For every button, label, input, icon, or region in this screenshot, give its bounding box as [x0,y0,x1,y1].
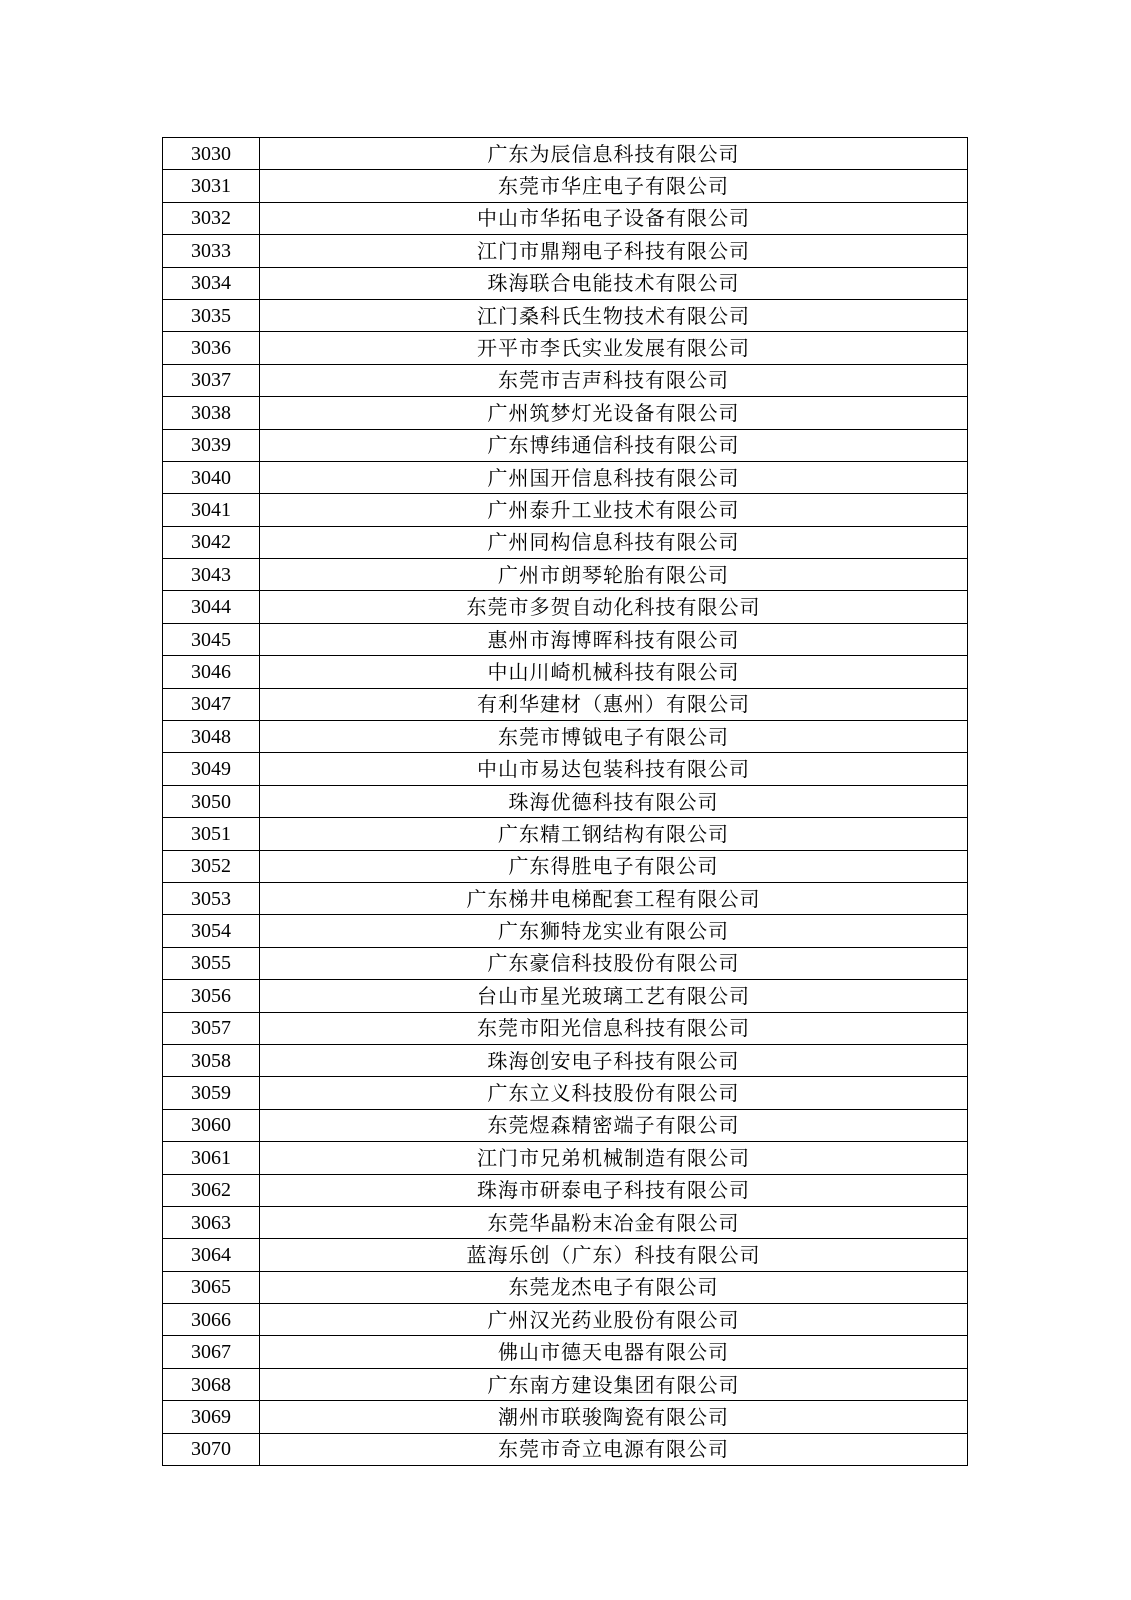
row-number-cell: 3064 [163,1239,260,1271]
company-name-cell: 珠海优德科技有限公司 [260,785,968,817]
company-name-cell: 江门市鼎翔电子科技有限公司 [260,235,968,267]
table-row [163,591,968,623]
company-name-cell: 广州同构信息科技有限公司 [260,526,968,558]
company-name-cell: 东莞华晶粉末冶金有限公司 [260,1206,968,1238]
row-number-cell: 3048 [163,721,260,753]
table-row [163,364,968,396]
company-name-cell: 广东博纬通信科技有限公司 [260,429,968,461]
company-name-cell: 中山川崎机械科技有限公司 [260,656,968,688]
row-number-cell: 3055 [163,947,260,979]
row-number-cell: 3036 [163,332,260,364]
row-number-cell: 3053 [163,882,260,914]
row-number-cell: 3061 [163,1142,260,1174]
table-row [163,1077,968,1109]
table-row [163,1433,968,1465]
table-row [163,882,968,914]
table-row [163,559,968,591]
table-row [163,947,968,979]
row-number-cell: 3043 [163,559,260,591]
table-row [163,429,968,461]
row-number-cell: 3068 [163,1368,260,1400]
company-name-cell: 佛山市德天电器有限公司 [260,1336,968,1368]
company-name-cell: 珠海创安电子科技有限公司 [260,1044,968,1076]
company-name-cell: 广东梯井电梯配套工程有限公司 [260,882,968,914]
row-number-cell: 3034 [163,267,260,299]
company-name-cell: 有利华建材（惠州）有限公司 [260,688,968,720]
table-row [163,267,968,299]
company-name-cell: 东莞龙杰电子有限公司 [260,1271,968,1303]
company-name-cell: 广东南方建设集团有限公司 [260,1368,968,1400]
company-name-cell: 广东为辰信息科技有限公司 [260,138,968,170]
row-number-cell: 3063 [163,1206,260,1238]
row-number-cell: 3062 [163,1174,260,1206]
company-name-cell: 珠海市研泰电子科技有限公司 [260,1174,968,1206]
row-number-cell: 3060 [163,1109,260,1141]
table-row [163,656,968,688]
company-name-cell: 广州市朗琴轮胎有限公司 [260,559,968,591]
table-row [163,1044,968,1076]
table-row [163,688,968,720]
table-row [163,980,968,1012]
company-name-cell: 东莞市吉声科技有限公司 [260,364,968,396]
row-number-cell: 3050 [163,785,260,817]
row-number-cell: 3066 [163,1304,260,1336]
table-row [163,721,968,753]
table-row [163,1109,968,1141]
row-number-cell: 3049 [163,753,260,785]
company-name-cell: 广东得胜电子有限公司 [260,850,968,882]
company-name-cell: 中山市易达包装科技有限公司 [260,753,968,785]
company-name-cell: 江门市兄弟机械制造有限公司 [260,1142,968,1174]
table-row [163,1012,968,1044]
row-number-cell: 3067 [163,1336,260,1368]
company-name-cell: 广东精工钢结构有限公司 [260,818,968,850]
row-number-cell: 3058 [163,1044,260,1076]
company-name-cell: 开平市李氏实业发展有限公司 [260,332,968,364]
table-row [163,397,968,429]
table-row [163,170,968,202]
row-number-cell: 3035 [163,299,260,331]
table-row [163,1401,968,1433]
table-row [163,235,968,267]
table-row [163,299,968,331]
company-name-cell: 惠州市海博晖科技有限公司 [260,623,968,655]
company-name-cell: 广东豪信科技股份有限公司 [260,947,968,979]
company-name-cell: 广州泰升工业技术有限公司 [260,494,968,526]
company-list-body [163,138,968,1466]
company-name-cell: 广东立义科技股份有限公司 [260,1077,968,1109]
row-number-cell: 3044 [163,591,260,623]
table-row [163,138,968,170]
row-number-cell: 3040 [163,461,260,493]
row-number-cell: 3033 [163,235,260,267]
company-name-cell: 中山市华拓电子设备有限公司 [260,202,968,234]
table-row [163,332,968,364]
table-row [163,461,968,493]
row-number-cell: 3047 [163,688,260,720]
row-number-cell: 3059 [163,1077,260,1109]
row-number-cell: 3051 [163,818,260,850]
company-name-cell: 蓝海乐创（广东）科技有限公司 [260,1239,968,1271]
row-number-cell: 3041 [163,494,260,526]
company-name-cell: 东莞市阳光信息科技有限公司 [260,1012,968,1044]
company-name-cell: 广东狮特龙实业有限公司 [260,915,968,947]
table-row [163,494,968,526]
table-row [163,623,968,655]
row-number-cell: 3046 [163,656,260,688]
row-number-cell: 3042 [163,526,260,558]
company-name-cell: 广州国开信息科技有限公司 [260,461,968,493]
row-number-cell: 3037 [163,364,260,396]
table-row [163,850,968,882]
table-row [163,785,968,817]
row-number-cell: 3030 [163,138,260,170]
row-number-cell: 3054 [163,915,260,947]
table-row [163,753,968,785]
row-number-cell: 3032 [163,202,260,234]
table-row [163,1336,968,1368]
company-list-table [162,137,968,1466]
company-name-cell: 江门桑科氏生物技术有限公司 [260,299,968,331]
company-name-cell: 东莞煜森精密端子有限公司 [260,1109,968,1141]
table-row [163,1271,968,1303]
row-number-cell: 3057 [163,1012,260,1044]
table-row [163,915,968,947]
company-name-cell: 广州汉光药业股份有限公司 [260,1304,968,1336]
row-number-cell: 3031 [163,170,260,202]
row-number-cell: 3069 [163,1401,260,1433]
company-name-cell: 台山市星光玻璃工艺有限公司 [260,980,968,1012]
table-row [163,1174,968,1206]
table-row [163,1206,968,1238]
table-row [163,1239,968,1271]
table-row [163,1304,968,1336]
company-name-cell: 广州筑梦灯光设备有限公司 [260,397,968,429]
row-number-cell: 3065 [163,1271,260,1303]
table-row [163,1142,968,1174]
row-number-cell: 3039 [163,429,260,461]
table-row [163,1368,968,1400]
row-number-cell: 3038 [163,397,260,429]
company-name-cell: 东莞市博钺电子有限公司 [260,721,968,753]
row-number-cell: 3045 [163,623,260,655]
row-number-cell: 3056 [163,980,260,1012]
company-name-cell: 珠海联合电能技术有限公司 [260,267,968,299]
company-name-cell: 东莞市奇立电源有限公司 [260,1433,968,1465]
company-name-cell: 东莞市多贺自动化科技有限公司 [260,591,968,623]
row-number-cell: 3070 [163,1433,260,1465]
company-name-cell: 潮州市联骏陶瓷有限公司 [260,1401,968,1433]
company-name-cell: 东莞市华庄电子有限公司 [260,170,968,202]
table-row [163,202,968,234]
table-row [163,818,968,850]
table-row [163,526,968,558]
row-number-cell: 3052 [163,850,260,882]
